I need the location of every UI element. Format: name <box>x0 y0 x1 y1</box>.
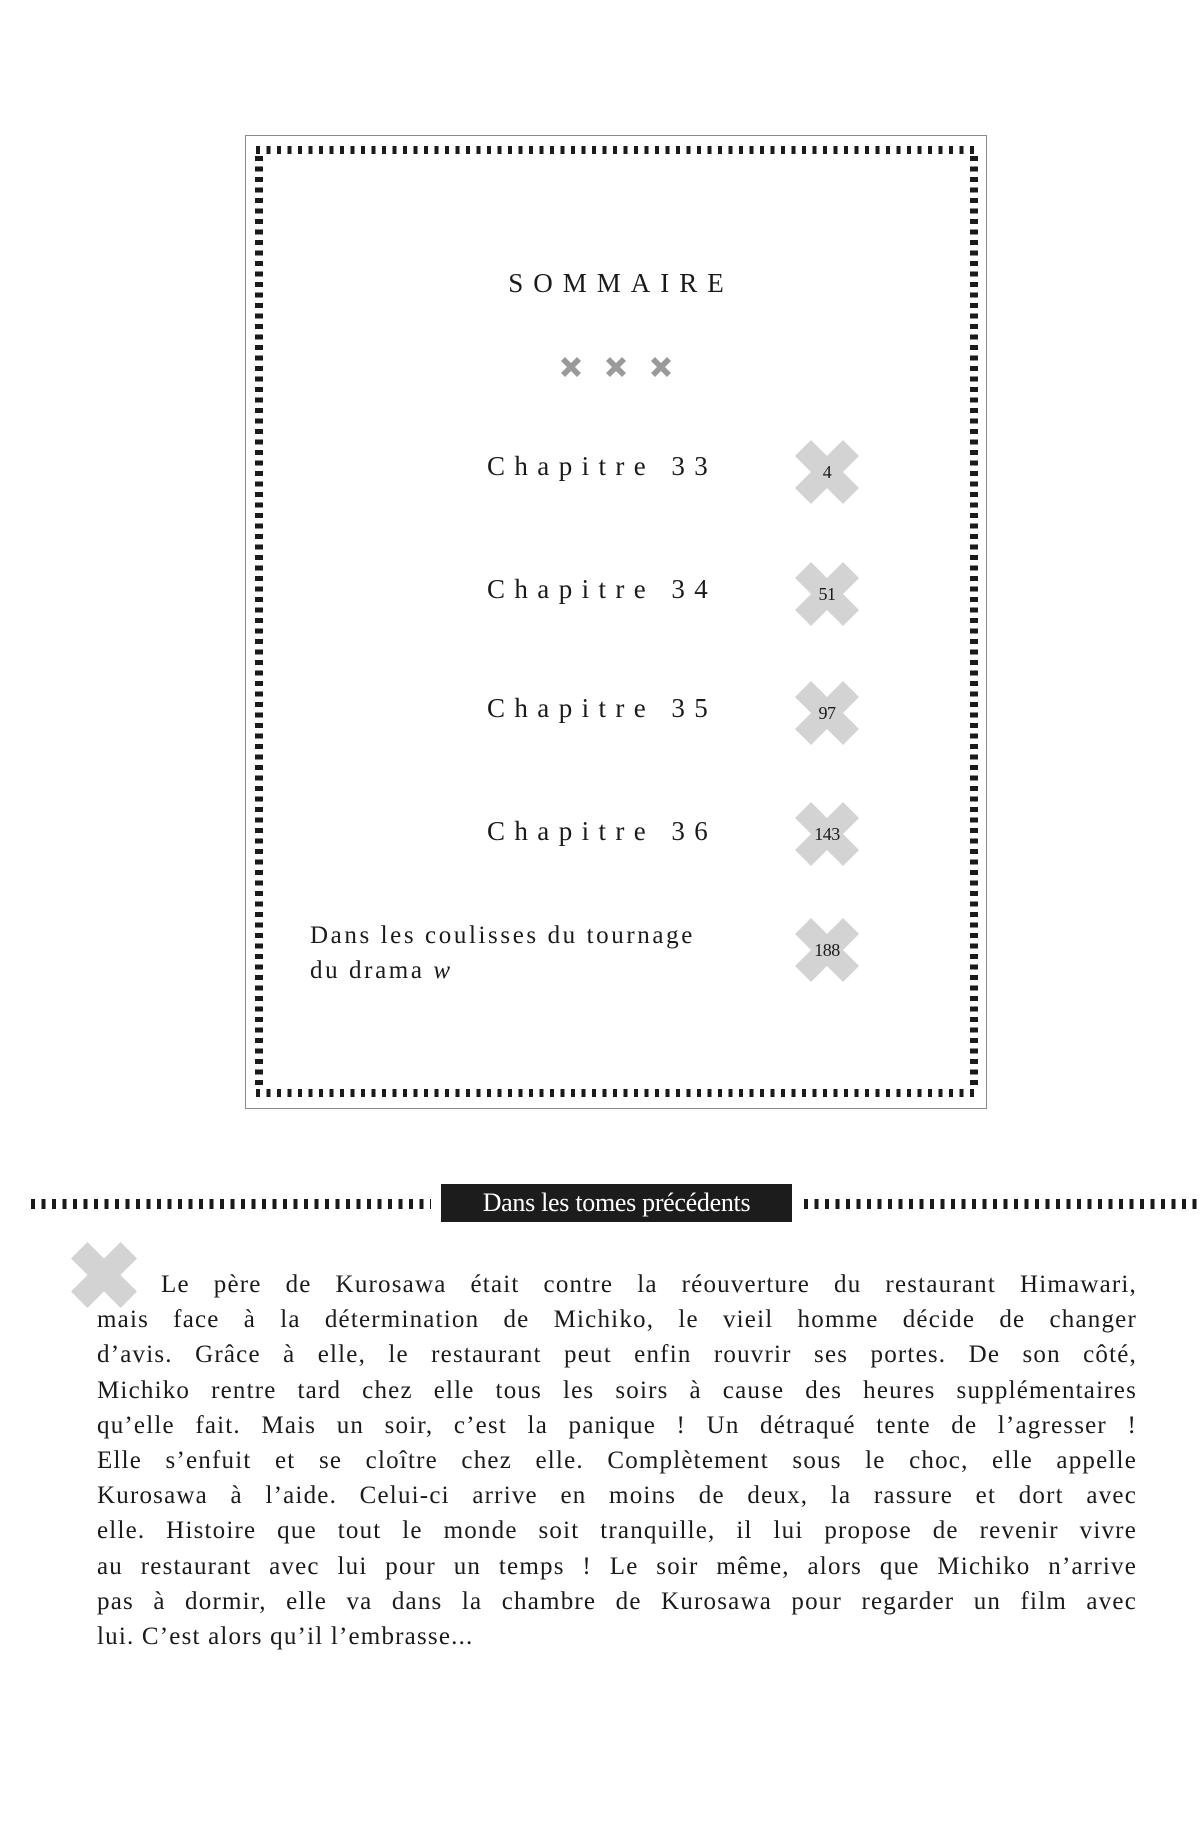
recap-line: elle. Histoire que tout le monde soit tranquille, il lui propose de revenir vivre <box>97 1517 1137 1545</box>
toc-entry-label: Chapitre 35 <box>487 693 718 723</box>
recap-line: qu’elle fait. Mais un soir, c’est la panique ! Un détraqué tente de l’agresser ! <box>97 1411 1137 1439</box>
recap-line: Le père de Kurosawa était contre la réouverture du restaurant Himawari, <box>161 1271 1137 1298</box>
recap-line: Michiko rentre tard chez elle tous les soirs à cause des heures supplémentaires <box>97 1376 1137 1404</box>
page-number-badge <box>795 681 859 745</box>
toc-entry-label <box>310 918 695 988</box>
toc-extra-line2: du drama <box>310 957 434 984</box>
page-number-badge <box>795 918 859 982</box>
toc-frame-dotted-top <box>256 146 978 154</box>
toc-frame-dotted-bottom <box>256 1089 978 1097</box>
page-number-badge <box>795 562 859 626</box>
toc-extra-line1: Dans les coulisses du tournage <box>310 922 695 949</box>
band-dotted-right <box>804 1199 1200 1209</box>
toc-entry-page: 97 <box>818 703 836 723</box>
cross-x-icon <box>604 355 628 379</box>
toc-entry-label: Chapitre 36 <box>487 816 718 846</box>
page-number-badge <box>795 440 859 504</box>
toc-entry-label: Chapitre 33 <box>487 451 718 481</box>
recap-line: au restaurant avec lui pour un temps ! Le soir même, alors que Michiko n’arrive <box>97 1552 1137 1580</box>
recap-paragraph <box>97 1267 1137 1654</box>
toc-entry-page: 143 <box>814 824 840 844</box>
recap-line: Kurosawa à l’aide. Celui-ci arrive en moins de deux, la rassure et dort avec <box>97 1482 1137 1510</box>
toc-entry-page: 4 <box>822 462 832 482</box>
recap-line: Elle s’enfuit et se cloître chez elle. Complètement sous le choc, elle appelle <box>97 1447 1137 1475</box>
toc-entry-page: 188 <box>814 940 840 960</box>
recap-line: d’avis. Grâce à elle, le restaurant peut enfin rouvrir ses portes. De son côté, <box>97 1341 1137 1369</box>
toc-entry-label: Chapitre 34 <box>487 574 718 604</box>
recap-line: lui. C’est alors qu’il l’embrasse... <box>97 1623 474 1651</box>
band-dotted-left <box>31 1199 431 1209</box>
toc-entry-page: 51 <box>818 584 836 604</box>
cross-x-icon <box>559 355 583 379</box>
recap-line: mais face à la détermination de Michiko, le vieil homme décide de changer <box>97 1306 1137 1334</box>
recap-line: pas à dormir, elle va dans la chambre de Kurosawa pour regarder un film avec <box>97 1587 1137 1615</box>
cross-x-icon <box>649 355 673 379</box>
toc-title: SOMMAIRE <box>508 268 734 298</box>
page-number-badge <box>795 802 859 866</box>
section-heading: Dans les tomes précédents <box>441 1184 792 1222</box>
toc-extra-title-italic: w <box>433 957 453 984</box>
